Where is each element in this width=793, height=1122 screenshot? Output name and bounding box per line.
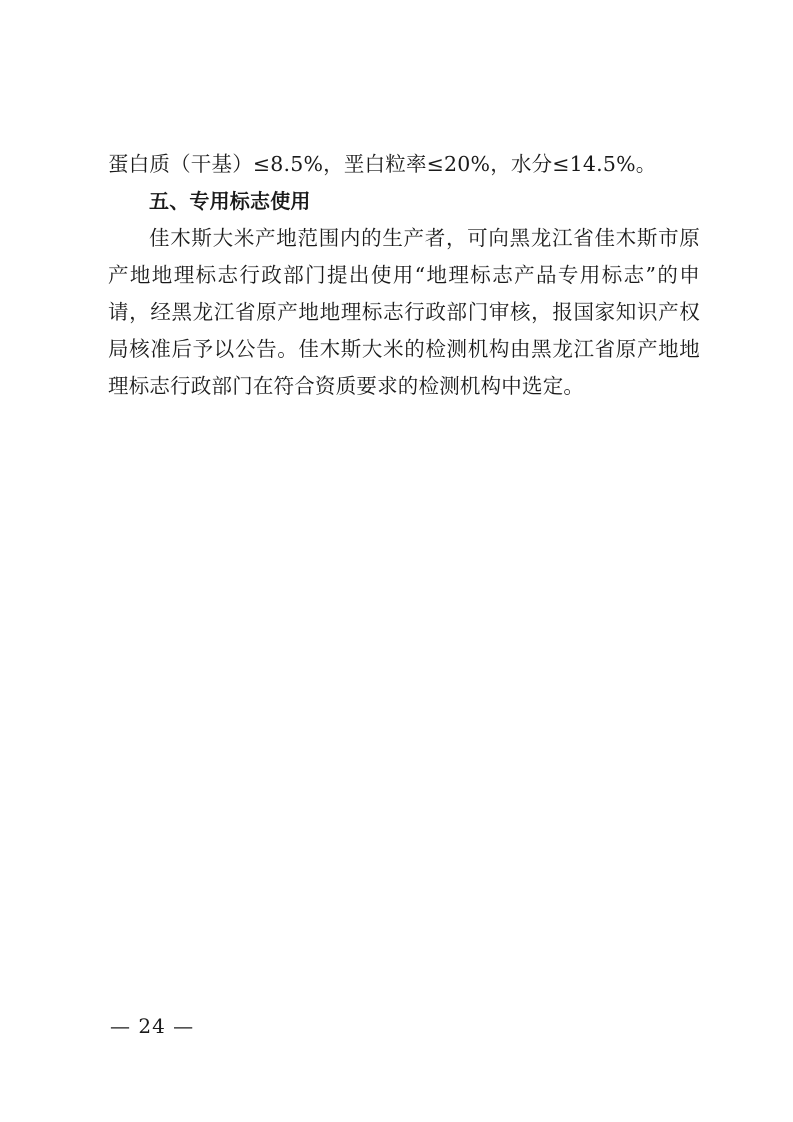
spec-continuation-paragraph: 蛋白质（干基）≤8.5%，垩白粒率≤20%，水分≤14.5%。 [108,152,657,176]
page-number: — 24 — [110,1014,195,1038]
section-heading: 五、专用标志使用 [149,189,311,213]
usage-body-paragraph: 佳木斯大米产地范围内的生产者，可向黑龙江省佳木斯市原产地地理标志行政部门提出使用“地理标志产品专用标志”的申请，经黑龙江省原产地地理标志行政部门审核，报国家知识产权局核准后予以公告。佳木斯大米的检测机构由黑龙江省原产地地理标志行政部门在符合资质要求的检测机构中选定。 [108,226,700,398]
page-content [108,146,700,405]
